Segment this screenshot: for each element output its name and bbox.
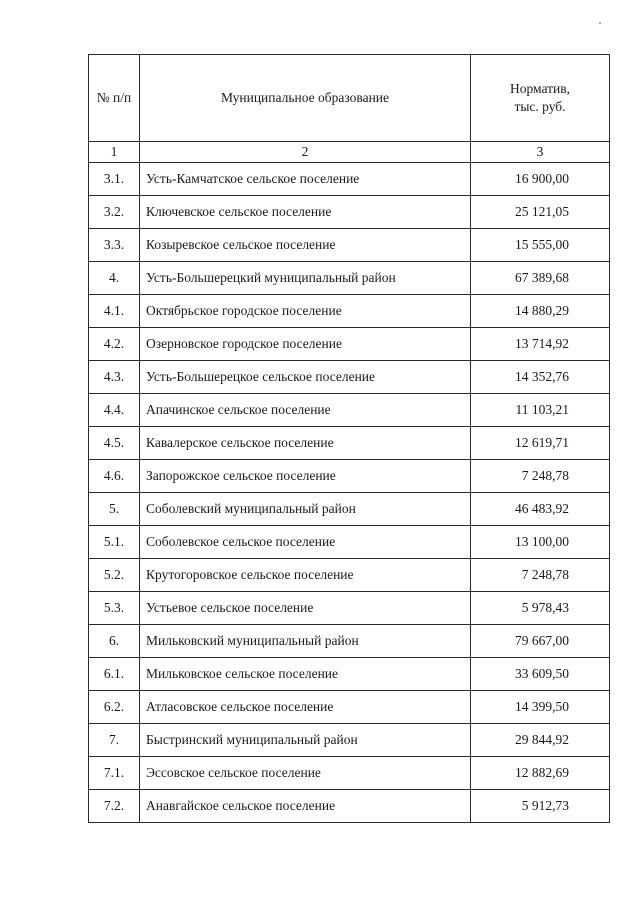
row-municipality: Озерновское городское поселение (140, 328, 471, 361)
table-row (89, 658, 610, 691)
row-value: 11 103,21 (471, 394, 610, 427)
row-value: 15 555,00 (471, 229, 610, 262)
row-number: 4.3. (89, 361, 140, 394)
row-municipality: Мильковский муниципальный район (140, 625, 471, 658)
row-number: 3.2. (89, 196, 140, 229)
table-index-row (89, 142, 610, 163)
table-row (89, 691, 610, 724)
table-row (89, 625, 610, 658)
index-col-1: 1 (89, 142, 140, 163)
row-value: 12 882,69 (471, 757, 610, 790)
row-value: 46 483,92 (471, 493, 610, 526)
table-row (89, 196, 610, 229)
table-row (89, 460, 610, 493)
row-value: 12 619,71 (471, 427, 610, 460)
row-value: 33 609,50 (471, 658, 610, 691)
row-municipality: Крутогоровское сельское поселение (140, 559, 471, 592)
normative-table (88, 54, 610, 823)
table-row (89, 394, 610, 427)
row-municipality: Устьевое сельское поселение (140, 592, 471, 625)
row-value: 5 978,43 (471, 592, 610, 625)
row-municipality: Запорожское сельское поселение (140, 460, 471, 493)
row-municipality: Эссовское сельское поселение (140, 757, 471, 790)
table-row (89, 757, 610, 790)
table-row (89, 790, 610, 823)
row-value: 13 714,92 (471, 328, 610, 361)
row-municipality: Атласовское сельское поселение (140, 691, 471, 724)
table-row (89, 295, 610, 328)
row-municipality: Быстринский муниципальный район (140, 724, 471, 757)
row-value: 7 248,78 (471, 460, 610, 493)
table-body (89, 163, 610, 823)
table-header-row (89, 55, 610, 142)
table-row (89, 526, 610, 559)
row-number: 6. (89, 625, 140, 658)
table-row (89, 229, 610, 262)
header-value-line2: тыс. руб. (514, 99, 566, 114)
table-row (89, 163, 610, 196)
row-number: 5. (89, 493, 140, 526)
row-municipality: Соболевское сельское поселение (140, 526, 471, 559)
row-value: 14 352,76 (471, 361, 610, 394)
header-value (471, 55, 610, 142)
row-municipality: Ключевское сельское поселение (140, 196, 471, 229)
table-row (89, 592, 610, 625)
row-number: 4.2. (89, 328, 140, 361)
row-value: 5 912,73 (471, 790, 610, 823)
row-value: 7 248,78 (471, 559, 610, 592)
row-number: 4.1. (89, 295, 140, 328)
row-value: 79 667,00 (471, 625, 610, 658)
row-number: 6.1. (89, 658, 140, 691)
row-value: 16 900,00 (471, 163, 610, 196)
table-row (89, 361, 610, 394)
row-municipality: Усть-Большерецкое сельское поселение (140, 361, 471, 394)
row-municipality: Соболевский муниципальный район (140, 493, 471, 526)
header-value-line1: Норматив, (509, 81, 570, 96)
row-number: 3.3. (89, 229, 140, 262)
row-number: 4.5. (89, 427, 140, 460)
row-value: 29 844,92 (471, 724, 610, 757)
table-row (89, 724, 610, 757)
header-name: Муниципальное образование (140, 55, 471, 142)
row-municipality: Анавгайское сельское поселение (140, 790, 471, 823)
row-number: 7. (89, 724, 140, 757)
table-row (89, 328, 610, 361)
table-row (89, 493, 610, 526)
table-row (89, 559, 610, 592)
row-value: 25 121,05 (471, 196, 610, 229)
row-number: 4. (89, 262, 140, 295)
table-row (89, 427, 610, 460)
row-municipality: Мильковское сельское поселение (140, 658, 471, 691)
row-municipality: Октябрьское городское поселение (140, 295, 471, 328)
scan-speck (599, 22, 601, 24)
row-number: 5.2. (89, 559, 140, 592)
row-municipality: Козыревское сельское поселение (140, 229, 471, 262)
index-col-3: 3 (471, 142, 610, 163)
row-number: 5.1. (89, 526, 140, 559)
row-municipality: Кавалерское сельское поселение (140, 427, 471, 460)
row-number: 7.2. (89, 790, 140, 823)
row-value: 14 399,50 (471, 691, 610, 724)
row-value: 67 389,68 (471, 262, 610, 295)
row-value: 14 880,29 (471, 295, 610, 328)
table-row (89, 262, 610, 295)
row-municipality: Усть-Камчатское сельское поселение (140, 163, 471, 196)
row-number: 3.1. (89, 163, 140, 196)
row-number: 4.6. (89, 460, 140, 493)
row-number: 5.3. (89, 592, 140, 625)
row-value: 13 100,00 (471, 526, 610, 559)
row-number: 4.4. (89, 394, 140, 427)
index-col-2: 2 (140, 142, 471, 163)
header-num: № п/п (89, 55, 140, 142)
row-number: 7.1. (89, 757, 140, 790)
row-municipality: Усть-Большерецкий муниципальный район (140, 262, 471, 295)
row-municipality: Апачинское сельское поселение (140, 394, 471, 427)
row-number: 6.2. (89, 691, 140, 724)
